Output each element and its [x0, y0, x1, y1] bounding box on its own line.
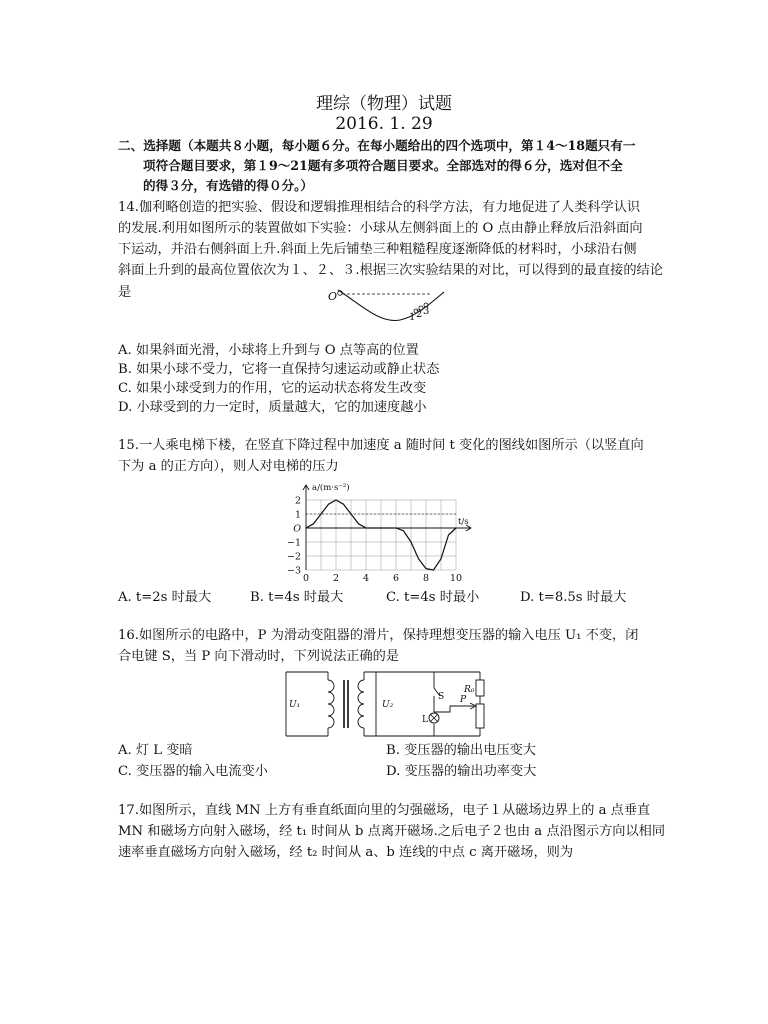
y-tick-label: −2	[286, 551, 301, 563]
x-tick-label: 6	[392, 573, 400, 584]
question-line: 下为 a 的正方向），则人对电梯的压力	[118, 459, 339, 474]
option-D: D. 变压器的输出功率变大	[386, 764, 537, 779]
acceleration-time-chart	[284, 478, 484, 586]
option-B: B. 变压器的输出电压变大	[386, 743, 536, 758]
question-line: 16.如图所示的电路中，P 为滑动变阻器的滑片，保持理想变压器的输入电压 U₁ 不变，闭	[118, 628, 639, 643]
label-S: S	[438, 692, 445, 702]
question-line: 合电键 S，当 P 向下滑动时，下列说法正确的是	[118, 649, 400, 664]
y-tick-label: O	[293, 523, 301, 535]
y-tick-label: −3	[286, 565, 301, 577]
label-O: O	[328, 290, 338, 303]
x-tick-label: 4	[362, 573, 370, 584]
x-tick-label: 0	[302, 573, 310, 584]
question-line: 17.如图所示，直线 MN 上方有垂直纸面向里的匀强磁场，电子１从磁场边界上的 a 点垂直	[118, 803, 651, 818]
question-line: 14.伽利略创造的把实验、假设和逻辑推理相结合的科学方法，有力地促进了人类科学认识	[118, 200, 641, 215]
option-A: A. 如果斜面光滑，小球将上升到与 O 点等高的位置	[118, 343, 419, 358]
x-tick-label: 2	[332, 573, 340, 584]
section-line: 的得３分，有选错的得０分。）	[143, 178, 314, 193]
option-C: C. 如果小球受到力的作用，它的运动状态将发生改变	[118, 381, 427, 396]
label-U1: U₁	[289, 700, 301, 710]
question-line: 15.一人乘电梯下楼，在竖直下降过程中加速度 a 随时间 t 变化的图线如图所示（以竖直向	[118, 438, 644, 453]
question-line: 是	[118, 285, 132, 300]
mark-3: 3	[423, 306, 430, 317]
question-line: MN 和磁场方向射入磁场，经 t₁ 时间从 b 点离开磁场.之后电子２也由 a 点沿图示方向以相同	[118, 824, 666, 839]
option-C: C. t=4s 时最小	[386, 590, 480, 605]
question-line: 下运动，并沿右侧斜面上升.斜面上先后铺垫三种粗糙程度逐渐降低的材料时，小球沿右侧	[118, 242, 637, 257]
question-line: 斜面上升到的最高位置依次为１、２、３.根据三次实验结果的对比，可以得到的最直接的结论	[118, 263, 663, 278]
option-D: D. 小球受到的力一定时，质量越大，它的加速度越小	[118, 400, 427, 415]
x-axis-label: t/s	[458, 517, 469, 527]
option-A: A. 灯 L 变暗	[118, 743, 193, 758]
mark-1: 1	[409, 312, 416, 323]
exam-date: 2016. 1. 29	[335, 114, 433, 134]
y-tick-label: 2	[294, 495, 301, 507]
question-line: 的发展.利用如图所示的装置做如下实验：小球从左侧斜面上的 O 点由静止释放后沿斜面向	[118, 221, 643, 236]
option-B: B. 如果小球不受力，它将一直保持匀速运动或静止状态	[118, 362, 440, 377]
label-R0: R₀	[464, 685, 475, 695]
x-tick-label: 8	[422, 573, 430, 584]
transformer-circuit-figure	[280, 666, 490, 742]
label-U2: U₂	[382, 700, 394, 710]
incline-figure	[320, 284, 450, 326]
section-line: 项符合题目要求，第１9～21题有多项符合题目要求。全部选对的得６分，选对但不全	[143, 158, 623, 173]
page-title: 理综（物理）试题	[316, 94, 452, 114]
option-D: D. t=8.5s 时最大	[520, 590, 627, 605]
option-C: C. 变压器的输入电流变小	[118, 764, 268, 779]
question-line: 速率垂直磁场方向射入磁场，经 t₂ 时间从 a、b 连线的中点 c 离开磁场，则为	[118, 845, 574, 860]
mark-2: 2	[416, 309, 423, 320]
y-tick-label: 1	[294, 509, 301, 521]
x-tick-label: 10	[449, 573, 463, 584]
y-axis-label: a/(m·s⁻²)	[312, 483, 350, 493]
option-A: A. t=2s 时最大	[118, 590, 212, 605]
label-P: P	[460, 695, 467, 705]
section-line: 二、选择题（本题共８小题，每小题６分。在每小题给出的四个选项中，第１4～18题只有一	[118, 138, 636, 153]
label-L: L	[422, 715, 428, 725]
option-B: B. t=4s 时最大	[250, 590, 344, 605]
y-tick-label: −1	[286, 537, 301, 549]
